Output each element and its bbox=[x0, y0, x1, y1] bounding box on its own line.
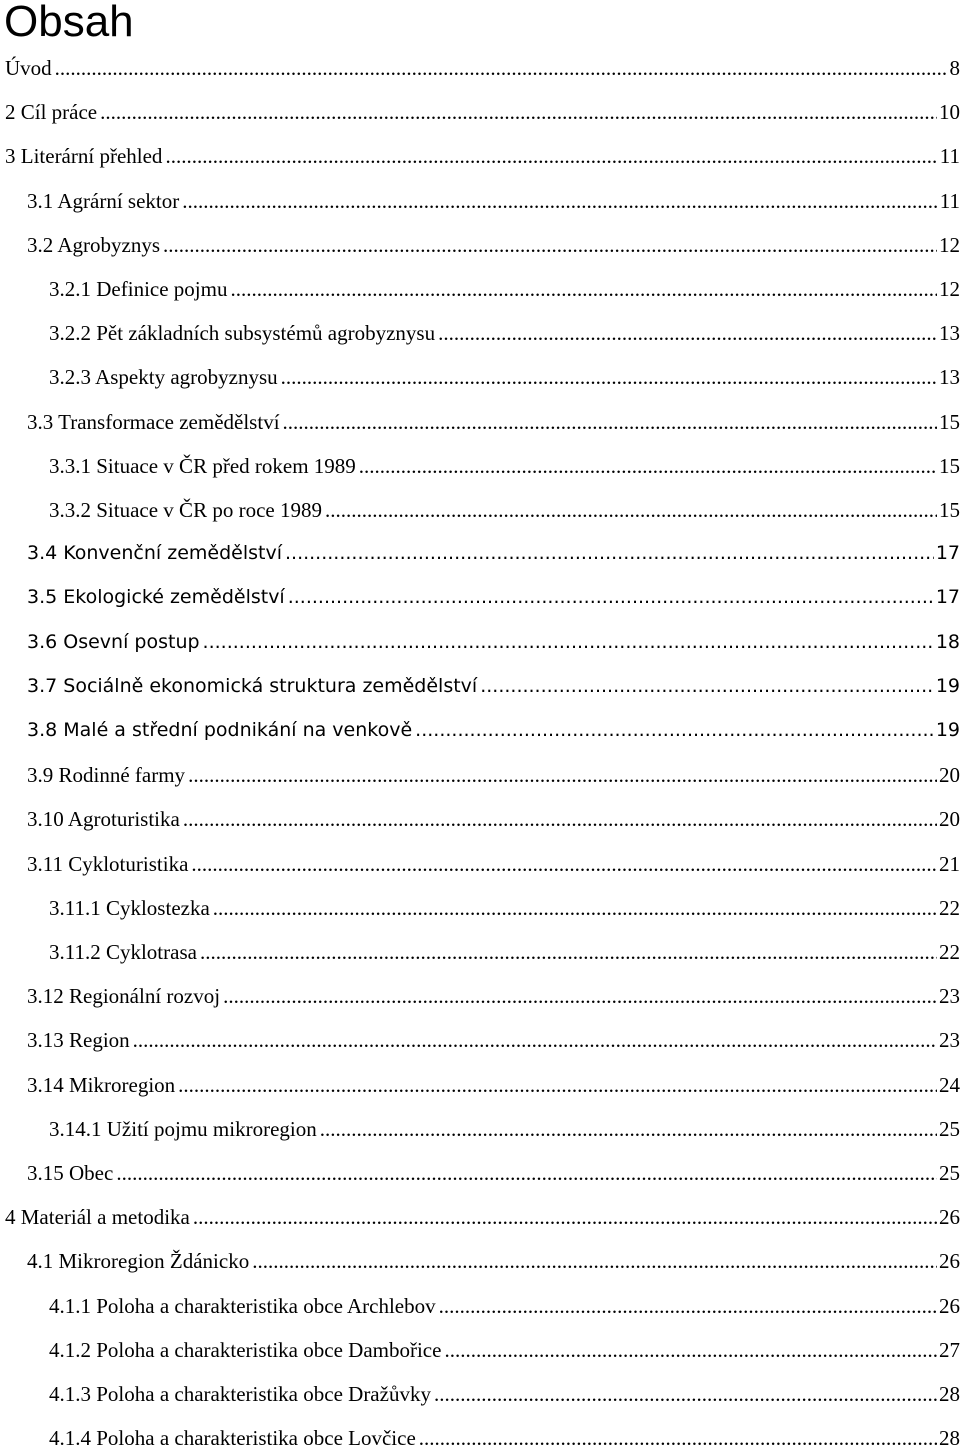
toc-entry[interactable] bbox=[27, 763, 960, 793]
toc-entry[interactable] bbox=[27, 807, 960, 837]
dot-leader bbox=[325, 498, 937, 523]
toc-entry-label: 3.12 Regionální rozvoj bbox=[27, 984, 221, 1009]
toc-entry-page-number: 17 bbox=[936, 542, 960, 564]
toc-entry-page-number: 25 bbox=[939, 1161, 960, 1186]
dot-leader bbox=[359, 454, 937, 479]
toc-entry[interactable] bbox=[49, 896, 960, 926]
toc-entry-label: 3.2.3 Aspekty agrobyznysu bbox=[49, 365, 279, 390]
toc-entry-page-number: 17 bbox=[936, 586, 960, 608]
toc-entry-page-number: 8 bbox=[950, 56, 960, 81]
toc-entry[interactable] bbox=[27, 1073, 960, 1103]
toc-entry[interactable] bbox=[27, 631, 960, 661]
dot-leader bbox=[193, 1205, 937, 1230]
toc-entry-label: 3.3 Transformace zemědělství bbox=[27, 410, 281, 435]
toc-entry-label: 3.10 Agroturistika bbox=[27, 807, 181, 832]
dot-leader bbox=[163, 233, 937, 258]
toc-entry-label: 3.14 Mikroregion bbox=[27, 1073, 176, 1098]
toc-entry-page-number: 13 bbox=[939, 365, 960, 390]
toc-entry[interactable] bbox=[49, 365, 960, 395]
dot-leader bbox=[200, 940, 937, 965]
dot-leader bbox=[320, 1117, 937, 1142]
toc-entry[interactable] bbox=[27, 189, 960, 219]
toc-entry[interactable] bbox=[49, 1117, 960, 1147]
toc-entry-page-number: 19 bbox=[936, 675, 960, 697]
toc-entry-page-number: 15 bbox=[939, 410, 960, 435]
toc-entry-page-number: 22 bbox=[939, 940, 960, 965]
toc-entry[interactable] bbox=[49, 454, 960, 484]
dot-leader bbox=[415, 719, 934, 741]
dot-leader bbox=[434, 1382, 937, 1407]
toc-entry[interactable] bbox=[5, 144, 960, 174]
toc-entry-page-number: 27 bbox=[939, 1338, 960, 1363]
toc-entry-label: 3 Literární přehled bbox=[5, 144, 163, 169]
toc-entry-page-number: 10 bbox=[939, 100, 960, 125]
toc-entry-page-number: 15 bbox=[939, 454, 960, 479]
toc-entry-label: 3.13 Region bbox=[27, 1028, 131, 1053]
dot-leader bbox=[183, 807, 937, 832]
toc-entry-label: 3.3.1 Situace v ČR před rokem 1989 bbox=[49, 454, 357, 479]
toc-entry[interactable] bbox=[27, 1028, 960, 1058]
toc-entry[interactable] bbox=[49, 1294, 960, 1324]
toc-entry-label: 4.1 Mikroregion Ždánicko bbox=[27, 1249, 250, 1274]
page-title: Obsah bbox=[4, 0, 134, 48]
toc-entry-page-number: 24 bbox=[939, 1073, 960, 1098]
toc-entry-page-number: 20 bbox=[939, 763, 960, 788]
dot-leader bbox=[133, 1028, 937, 1053]
toc-entry-page-number: 23 bbox=[939, 1028, 960, 1053]
toc-entry-page-number: 26 bbox=[939, 1294, 960, 1319]
dot-leader bbox=[55, 56, 948, 81]
toc-entry[interactable] bbox=[27, 542, 960, 572]
toc-entry[interactable] bbox=[49, 277, 960, 307]
toc-entry-page-number: 11 bbox=[940, 144, 960, 169]
toc-entry[interactable] bbox=[27, 233, 960, 263]
toc-entry[interactable] bbox=[27, 410, 960, 440]
dot-leader bbox=[438, 321, 937, 346]
toc-entry[interactable] bbox=[27, 852, 960, 882]
dot-leader bbox=[188, 763, 937, 788]
dot-leader bbox=[223, 984, 937, 1009]
toc-entry-page-number: 22 bbox=[939, 896, 960, 921]
toc-entry-label: 4.1.1 Poloha a charakteristika obce Archlebov bbox=[49, 1294, 437, 1319]
dot-leader bbox=[100, 100, 937, 125]
toc-entry-page-number: 28 bbox=[939, 1382, 960, 1407]
toc-entry-page-number: 12 bbox=[939, 233, 960, 258]
toc-entry-label: 3.4 Konvenční zemědělství bbox=[27, 542, 283, 564]
toc-entry[interactable] bbox=[27, 1249, 960, 1279]
toc-entry-label: 3.11.2 Cyklotrasa bbox=[49, 940, 198, 965]
toc-entry-page-number: 12 bbox=[939, 277, 960, 302]
toc-entry-label: 4 Materiál a metodika bbox=[5, 1205, 191, 1230]
dot-leader bbox=[116, 1161, 937, 1186]
toc-entry-page-number: 23 bbox=[939, 984, 960, 1009]
toc-entry-label: 4.1.2 Poloha a charakteristika obce Dambořice bbox=[49, 1338, 442, 1363]
dot-leader bbox=[419, 1426, 937, 1451]
dot-leader bbox=[203, 631, 934, 653]
toc-entry[interactable] bbox=[27, 675, 960, 705]
toc-entry-page-number: 19 bbox=[936, 719, 960, 741]
dot-leader bbox=[281, 365, 937, 390]
toc-entry[interactable] bbox=[5, 1205, 960, 1235]
toc-entry-label: 3.11 Cykloturistika bbox=[27, 852, 189, 877]
toc-entry-page-number: 20 bbox=[939, 807, 960, 832]
toc-entry-label: 3.2 Agrobyznys bbox=[27, 233, 161, 258]
toc-entry[interactable] bbox=[49, 1426, 960, 1456]
toc-entry-page-number: 26 bbox=[939, 1205, 960, 1230]
dot-leader bbox=[439, 1294, 937, 1319]
toc-entry-label: 2 Cíl práce bbox=[5, 100, 98, 125]
toc-entry-label: 3.5 Ekologické zemědělství bbox=[27, 586, 286, 608]
toc-entry-label: 4.1.4 Poloha a charakteristika obce Lovčice bbox=[49, 1426, 417, 1451]
dot-leader bbox=[178, 1073, 937, 1098]
toc-entry-label: 3.9 Rodinné farmy bbox=[27, 763, 186, 788]
toc-entry-label: 3.6 Osevní postup bbox=[27, 631, 201, 653]
dot-leader bbox=[285, 542, 934, 564]
dot-leader bbox=[288, 586, 934, 608]
dot-leader bbox=[182, 189, 938, 214]
toc-entry-page-number: 11 bbox=[940, 189, 960, 214]
toc-entry-page-number: 26 bbox=[939, 1249, 960, 1274]
dot-leader bbox=[165, 144, 937, 169]
dot-leader bbox=[283, 410, 937, 435]
toc-entry-label: 3.2.1 Definice pojmu bbox=[49, 277, 228, 302]
toc-entry-page-number: 15 bbox=[939, 498, 960, 523]
toc-entry-page-number: 21 bbox=[939, 852, 960, 877]
dot-leader bbox=[480, 675, 934, 697]
toc-entry-label: 4.1.3 Poloha a charakteristika obce Dražůvky bbox=[49, 1382, 432, 1407]
toc-entry[interactable] bbox=[27, 1161, 960, 1191]
toc-entry-label: 3.14.1 Užití pojmu mikroregion bbox=[49, 1117, 318, 1142]
toc-entry[interactable] bbox=[49, 321, 960, 351]
toc-entry[interactable] bbox=[49, 940, 960, 970]
toc-entry-label: 3.11.1 Cyklostezka bbox=[49, 896, 211, 921]
toc-entry[interactable] bbox=[5, 100, 960, 130]
toc-entry[interactable] bbox=[5, 56, 960, 86]
toc-entry-label: 3.15 Obec bbox=[27, 1161, 114, 1186]
toc-entry-page-number: 25 bbox=[939, 1117, 960, 1142]
toc-entry-label: 3.8 Malé a střední podnikání na venkově bbox=[27, 719, 413, 741]
toc-entry-label: 3.7 Sociálně ekonomická struktura zemědělství bbox=[27, 675, 478, 697]
toc-entry-label: Úvod bbox=[5, 56, 53, 81]
toc-entry-page-number: 13 bbox=[939, 321, 960, 346]
dot-leader bbox=[191, 852, 937, 877]
toc-entry-label: 3.3.2 Situace v ČR po roce 1989 bbox=[49, 498, 323, 523]
toc-entry[interactable] bbox=[27, 586, 960, 616]
dot-leader bbox=[444, 1338, 937, 1363]
toc-entry-page-number: 28 bbox=[939, 1426, 960, 1451]
dot-leader bbox=[230, 277, 937, 302]
dot-leader bbox=[213, 896, 937, 921]
toc-entry[interactable] bbox=[49, 1382, 960, 1412]
dot-leader bbox=[252, 1249, 937, 1274]
toc-entry[interactable] bbox=[49, 1338, 960, 1368]
toc-entry-label: 3.2.2 Pět základních subsystémů agrobyznysu bbox=[49, 321, 436, 346]
toc-entry-label: 3.1 Agrární sektor bbox=[27, 189, 180, 214]
toc-entry[interactable] bbox=[49, 498, 960, 528]
toc-entry[interactable] bbox=[27, 719, 960, 749]
toc-entry[interactable] bbox=[27, 984, 960, 1014]
toc-entry-page-number: 18 bbox=[936, 631, 960, 653]
